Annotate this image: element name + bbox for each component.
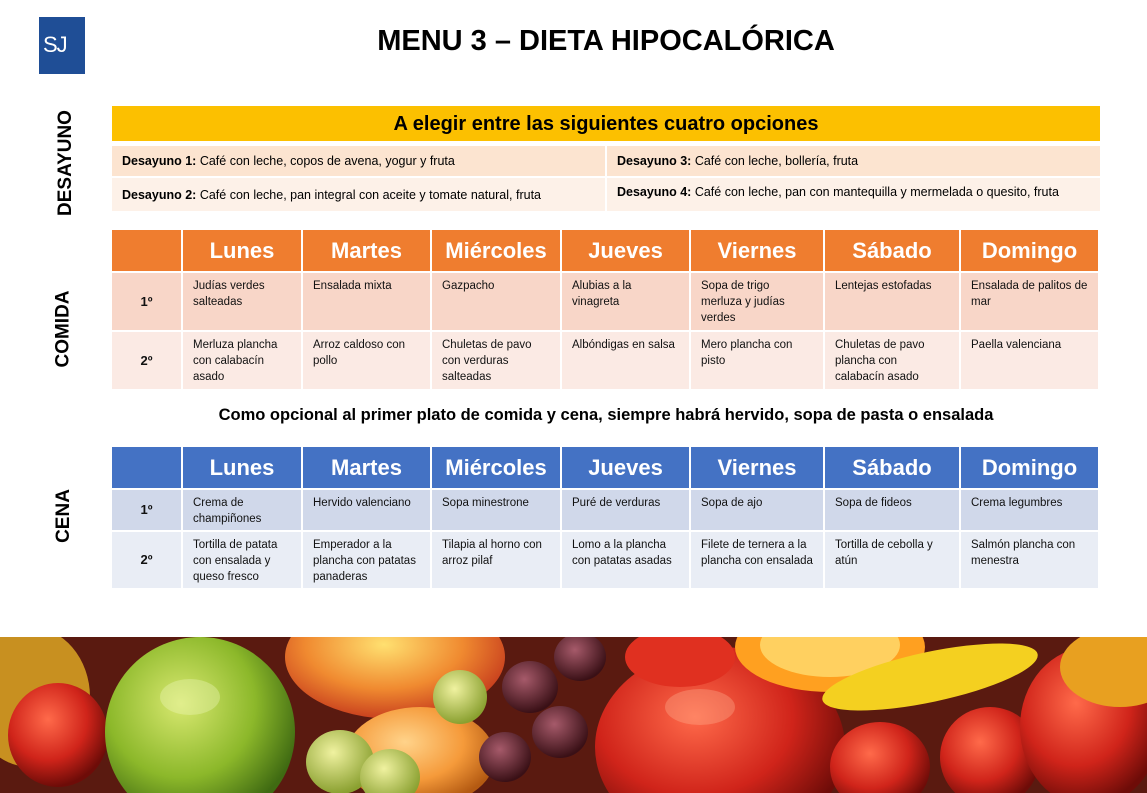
fruit-banner-image — [0, 637, 1147, 793]
breakfast-option-label: Desayuno 3: — [617, 154, 692, 168]
dish-cell: Lentejas estofadas — [825, 273, 961, 332]
dish-cell: Paella valenciana — [961, 332, 1100, 391]
day-header: Lunes — [183, 230, 303, 273]
corner-cell — [112, 230, 183, 273]
dish-cell: Ensalada de palitos de mar — [961, 273, 1100, 332]
breakfast-option-text: Café con leche, bollería, fruta — [691, 154, 859, 168]
table-header-row — [112, 447, 1100, 490]
breakfast-option-4 — [607, 178, 1100, 211]
day-header: Jueves — [562, 447, 691, 490]
dish-cell: Hervido valenciano — [303, 490, 432, 532]
breakfast-option-2 — [112, 178, 605, 211]
dish-cell: Sopa de trigo merluza y judías verdes — [691, 273, 825, 332]
breakfast-option-text: Café con leche, pan con mantequilla y mermelada o quesito, fruta — [691, 185, 1059, 199]
day-header: Martes — [303, 230, 432, 273]
cena-table — [112, 447, 1100, 590]
dish-cell: Judías verdes salteadas — [183, 273, 303, 332]
dish-cell: Ensalada mixta — [303, 273, 432, 332]
dish-cell: Salmón plancha con menestra — [961, 532, 1100, 590]
dish-cell: Sopa de fideos — [825, 490, 961, 532]
page-title: MENU 3 – DIETA HIPOCALÓRICA — [377, 25, 835, 57]
day-header: Sábado — [825, 447, 961, 490]
dish-cell: Gazpacho — [432, 273, 562, 332]
breakfast-option-label: Desayuno 4: — [617, 185, 692, 199]
breakfast-option-label: Desayuno 1: — [122, 154, 197, 168]
table-row — [112, 273, 1100, 332]
dish-cell: Crema de champiñones — [183, 490, 303, 532]
section-label-desayuno: DESAYUNO — [54, 110, 76, 216]
dish-cell: Tilapia al horno con arroz pilaf — [432, 532, 562, 590]
dish-cell: Arroz caldoso con pollo — [303, 332, 432, 391]
table-header-row — [112, 230, 1100, 273]
day-header: Miércoles — [432, 230, 562, 273]
day-header: Viernes — [691, 230, 825, 273]
dish-cell: Crema legumbres — [961, 490, 1100, 532]
row-label: 2º — [112, 532, 183, 590]
dish-cell: Sopa de ajo — [691, 490, 825, 532]
dish-cell: Filete de ternera a la plancha con ensalada — [691, 532, 825, 590]
section-label-cena: CENA — [52, 489, 74, 543]
row-label: 2º — [112, 332, 183, 391]
table-row — [112, 332, 1100, 391]
fruit-illustration — [0, 637, 1147, 793]
breakfast-option-1 — [112, 146, 605, 176]
day-header: Miércoles — [432, 447, 562, 490]
breakfast-option-label: Desayuno 2: — [122, 188, 197, 202]
day-header: Domingo — [961, 447, 1100, 490]
dish-cell: Mero plancha con pisto — [691, 332, 825, 391]
dish-cell: Chuletas de pavo con verduras salteadas — [432, 332, 562, 391]
comida-table — [112, 230, 1100, 391]
day-header: Martes — [303, 447, 432, 490]
section-label-comida: COMIDA — [52, 290, 74, 368]
breakfast-option-text: Café con leche, pan integral con aceite y tomate natural, fruta — [196, 188, 541, 202]
dish-cell: Sopa minestrone — [432, 490, 562, 532]
day-header: Sábado — [825, 230, 961, 273]
dish-cell: Chuletas de pavo plancha con calabacín asado — [825, 332, 961, 391]
dish-cell: Lomo a la plancha con patatas asadas — [562, 532, 691, 590]
dish-cell: Puré de verduras — [562, 490, 691, 532]
breakfast-option-text: Café con leche, copos de avena, yogur y fruta — [196, 154, 455, 168]
day-header: Jueves — [562, 230, 691, 273]
corner-cell — [112, 447, 183, 490]
table-row — [112, 490, 1100, 532]
breakfast-header: A elegir entre las siguientes cuatro opciones — [112, 106, 1100, 141]
dish-cell: Alubias a la vinagreta — [562, 273, 691, 332]
breakfast-option-3 — [607, 146, 1100, 176]
dish-cell: Tortilla de cebolla y atún — [825, 532, 961, 590]
dish-cell: Tortilla de patata con ensalada y queso fresco — [183, 532, 303, 590]
row-label: 1º — [112, 273, 183, 332]
dish-cell: Merluza plancha con calabacín asado — [183, 332, 303, 391]
dish-cell: Emperador a la plancha con patatas panaderas — [303, 532, 432, 590]
logo-text: SJ — [43, 32, 67, 57]
optional-note: Como opcional al primer plato de comida y cena, siempre habrá hervido, sopa de pasta o ensalada — [218, 406, 994, 424]
day-header: Domingo — [961, 230, 1100, 273]
day-header: Viernes — [691, 447, 825, 490]
day-header: Lunes — [183, 447, 303, 490]
row-label: 1º — [112, 490, 183, 532]
table-row — [112, 532, 1100, 590]
dish-cell: Albóndigas en salsa — [562, 332, 691, 391]
